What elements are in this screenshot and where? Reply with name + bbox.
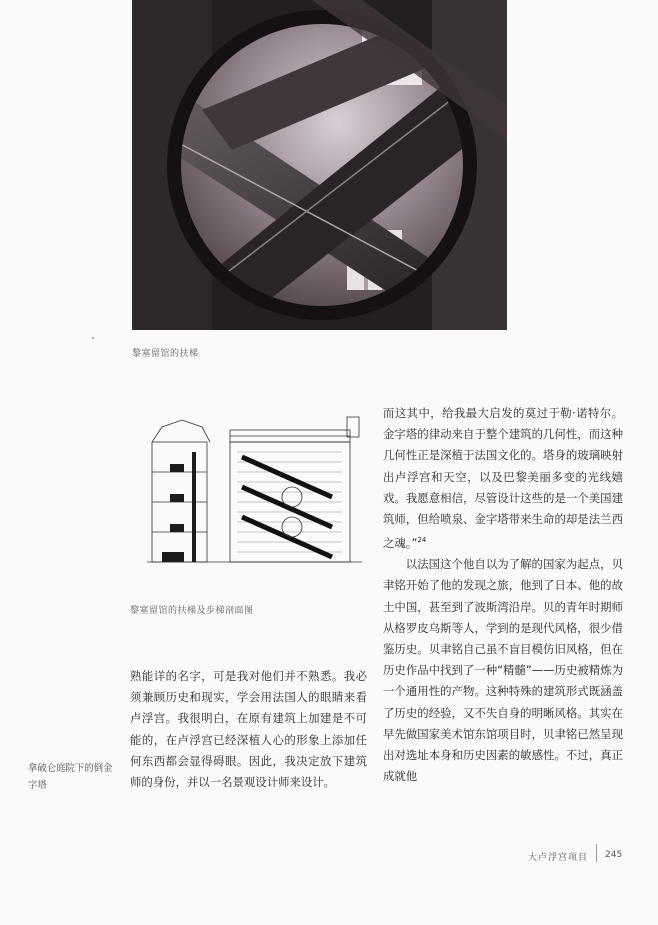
right-paragraph-2: 以法国这个他自以为了解的国家为起点，贝聿铭开始了他的发现之旅，他到了日本、他的故土中国，甚至到了波斯湾沿岸。贝的青年时期师从格罗皮乌斯等人，学到的是现代风格，很少借鉴历史。贝聿铭自己虽不盲目模仿旧风格，但在历史作品中找到了一种“精髓”——历史被精炼为一个通用性的产物。这种特殊的建筑形式既涵盖了历史的经验，又不失自身的明晰风格。其实在早先做国家美术馆东馆项目时，贝聿铭已然呈现出对选址本身和历史因素的敏感性。不过，真正成就他 — [383, 557, 623, 784]
margin-mark — [92, 337, 94, 339]
page-number: 245 — [605, 850, 623, 860]
escalator-section-drawing — [132, 402, 372, 577]
left-paragraph: 熟能详的名字，可是我对他们并不熟悉。我必须兼顾历史和现实，学会用法国人的眼睛来看卢浮宫。我很明白，在原有建筑上加建是不可能的，在卢浮宫已经深植人心的形象上添加任何东西都会显得碍眼。因此，我决定放下建筑师的身份，并以一名景观设计师来设计。 — [130, 669, 367, 790]
escalator-photo — [132, 0, 507, 330]
section-drawing-art — [132, 402, 372, 577]
running-footer: 大卢浮宫项目 — [527, 853, 588, 863]
drawing-caption: 黎塞留馆的扶梯及步梯剖面图 — [130, 606, 254, 616]
footnote-marker: 24 — [417, 536, 427, 545]
left-text-column — [130, 666, 367, 793]
right-paragraph-1 — [383, 403, 623, 554]
escalator-photo-art — [132, 0, 507, 330]
side-caption: 拿破仑庭院下的倒金字塔 — [28, 763, 113, 791]
right-text-column — [383, 403, 623, 787]
photo-caption: 黎塞留馆的扶梯 — [132, 349, 199, 359]
right-paragraph-1-text: 而这其中，给我最大启发的莫过于勒·诺特尔。金字塔的律动来自于整个建筑的几何性，而这种几何性正是深植于法国文化的。塔身的玻璃映射出卢浮宫和天空，以及巴黎美丽多变的光线嬉戏。我愿意相信，尽管设计这些的是一个美国建筑师，但给喷泉、金字塔带来生命的却是法兰西之魂。” — [383, 406, 623, 551]
footer-divider — [596, 844, 597, 862]
